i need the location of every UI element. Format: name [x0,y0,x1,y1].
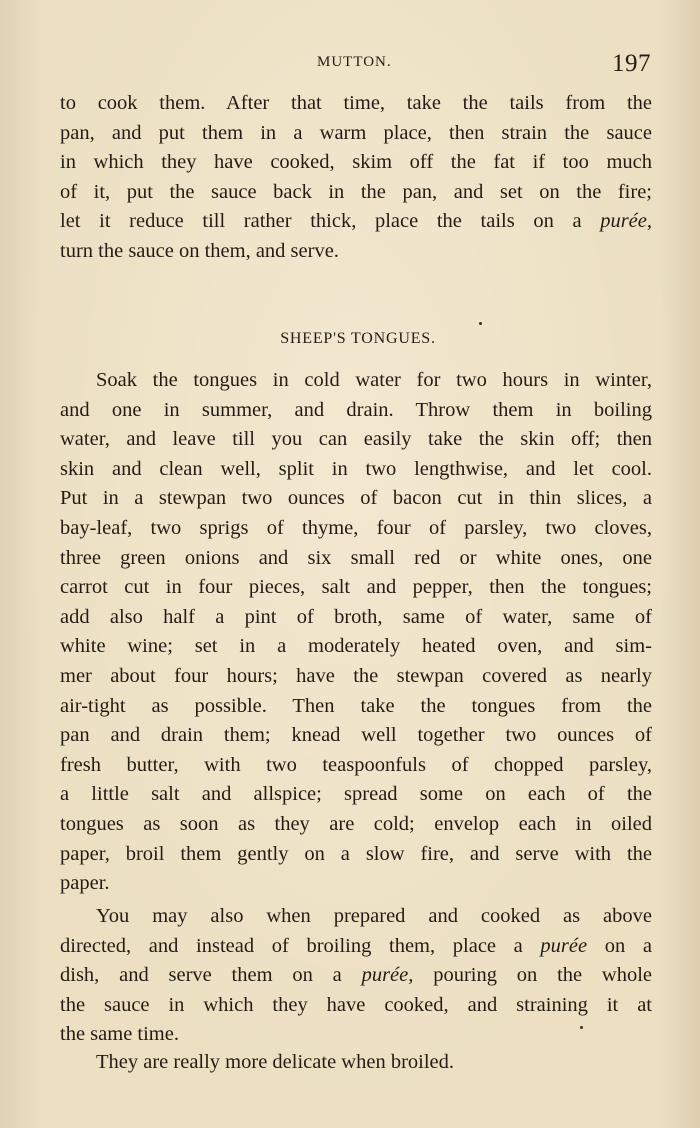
text-span: pouring on the whole [433,964,652,987]
text-line: Put in a stewpan two ounces of bacon cut in thin slices, a [60,487,652,510]
text-line: in which they have cooked, skim off the fat if too much [60,151,652,174]
text-line [60,961,652,991]
italic-term: purée, [600,210,652,233]
text-line: fresh butter, with two teaspoonfuls of chopped parsley, [60,753,652,776]
text-line: add also half a pint of broth, same of water, same of [60,605,652,628]
print-speck [479,322,482,325]
text-line: skin and clean well, split in two lengthwise, and let cool. [60,457,652,480]
text-line: water, and leave till you can easily take the skin off; then [60,428,652,451]
text-line: carrot cut in four pieces, salt and pepper, then the tongues; [60,576,652,599]
text-line: Soak the tongues in cold water for two hours in winter, [96,369,652,391]
closing-paragraph [60,1048,652,1078]
text-line: They are really more delicate when broiled. [96,1051,455,1073]
text-line: to cook them. After that time, take the tails from the [60,92,652,114]
text-line: and one in summer, and drain. Throw them in boiling [60,398,652,421]
section-heading [0,330,700,348]
text-line: tongues as soon as they are cold; envelop each in oiled [60,812,652,835]
text-line: bay-leaf, two sprigs of thyme, four of parsley, two cloves, [60,516,652,539]
text-line: air-tight as possible. Then take the tongues from the [60,694,652,717]
text-line: three green onions and six small red or white ones, one [60,546,652,569]
text-line: paper. [60,872,110,895]
italic-term: purée, [361,964,414,987]
text-line: a little salt and allspice; spread some on each of the [60,783,652,806]
text-line: of it, put the sauce back in the pan, and set on the fire; [60,180,652,203]
text-span: dish, and serve them on a [60,964,342,987]
text-span: directed, and instead of broiling them, place a [60,934,523,957]
page-number: 197 [612,50,651,77]
italic-term: purée [540,934,588,957]
text-line: the sauce in which they have cooked, and straining it at [60,993,652,1016]
print-speck [580,1026,583,1029]
text-line: You may also when prepared and cooked as above [96,905,652,927]
continued-paragraph [60,89,652,267]
text-line: the same time. [60,1023,179,1046]
text-line: mer about four hours; have the stewpan covered as nearly [60,664,652,687]
text-span: let it reduce till rather thick, place the tails on a [60,210,582,233]
text-line: turn the sauce on them, and serve. [60,239,339,262]
text-line: pan and drain them; knead well together two ounces of [60,724,652,747]
section-heading-text: SHEEP'S TONGUES. [280,330,436,347]
running-title: MUTTON. [317,54,392,70]
tongues-paragraph [60,366,652,899]
text-line: paper, broil them gently on a slow fire, and serve with the [60,842,652,865]
text-span: on a [604,934,652,957]
text-line: pan, and put them in a warm place, then strain the sauce [60,121,652,144]
text-line [60,932,652,962]
variation-paragraph [60,902,652,1050]
running-head [0,48,700,88]
text-line [60,207,652,237]
text-line: white wine; set in a moderately heated oven, and sim- [60,635,652,658]
